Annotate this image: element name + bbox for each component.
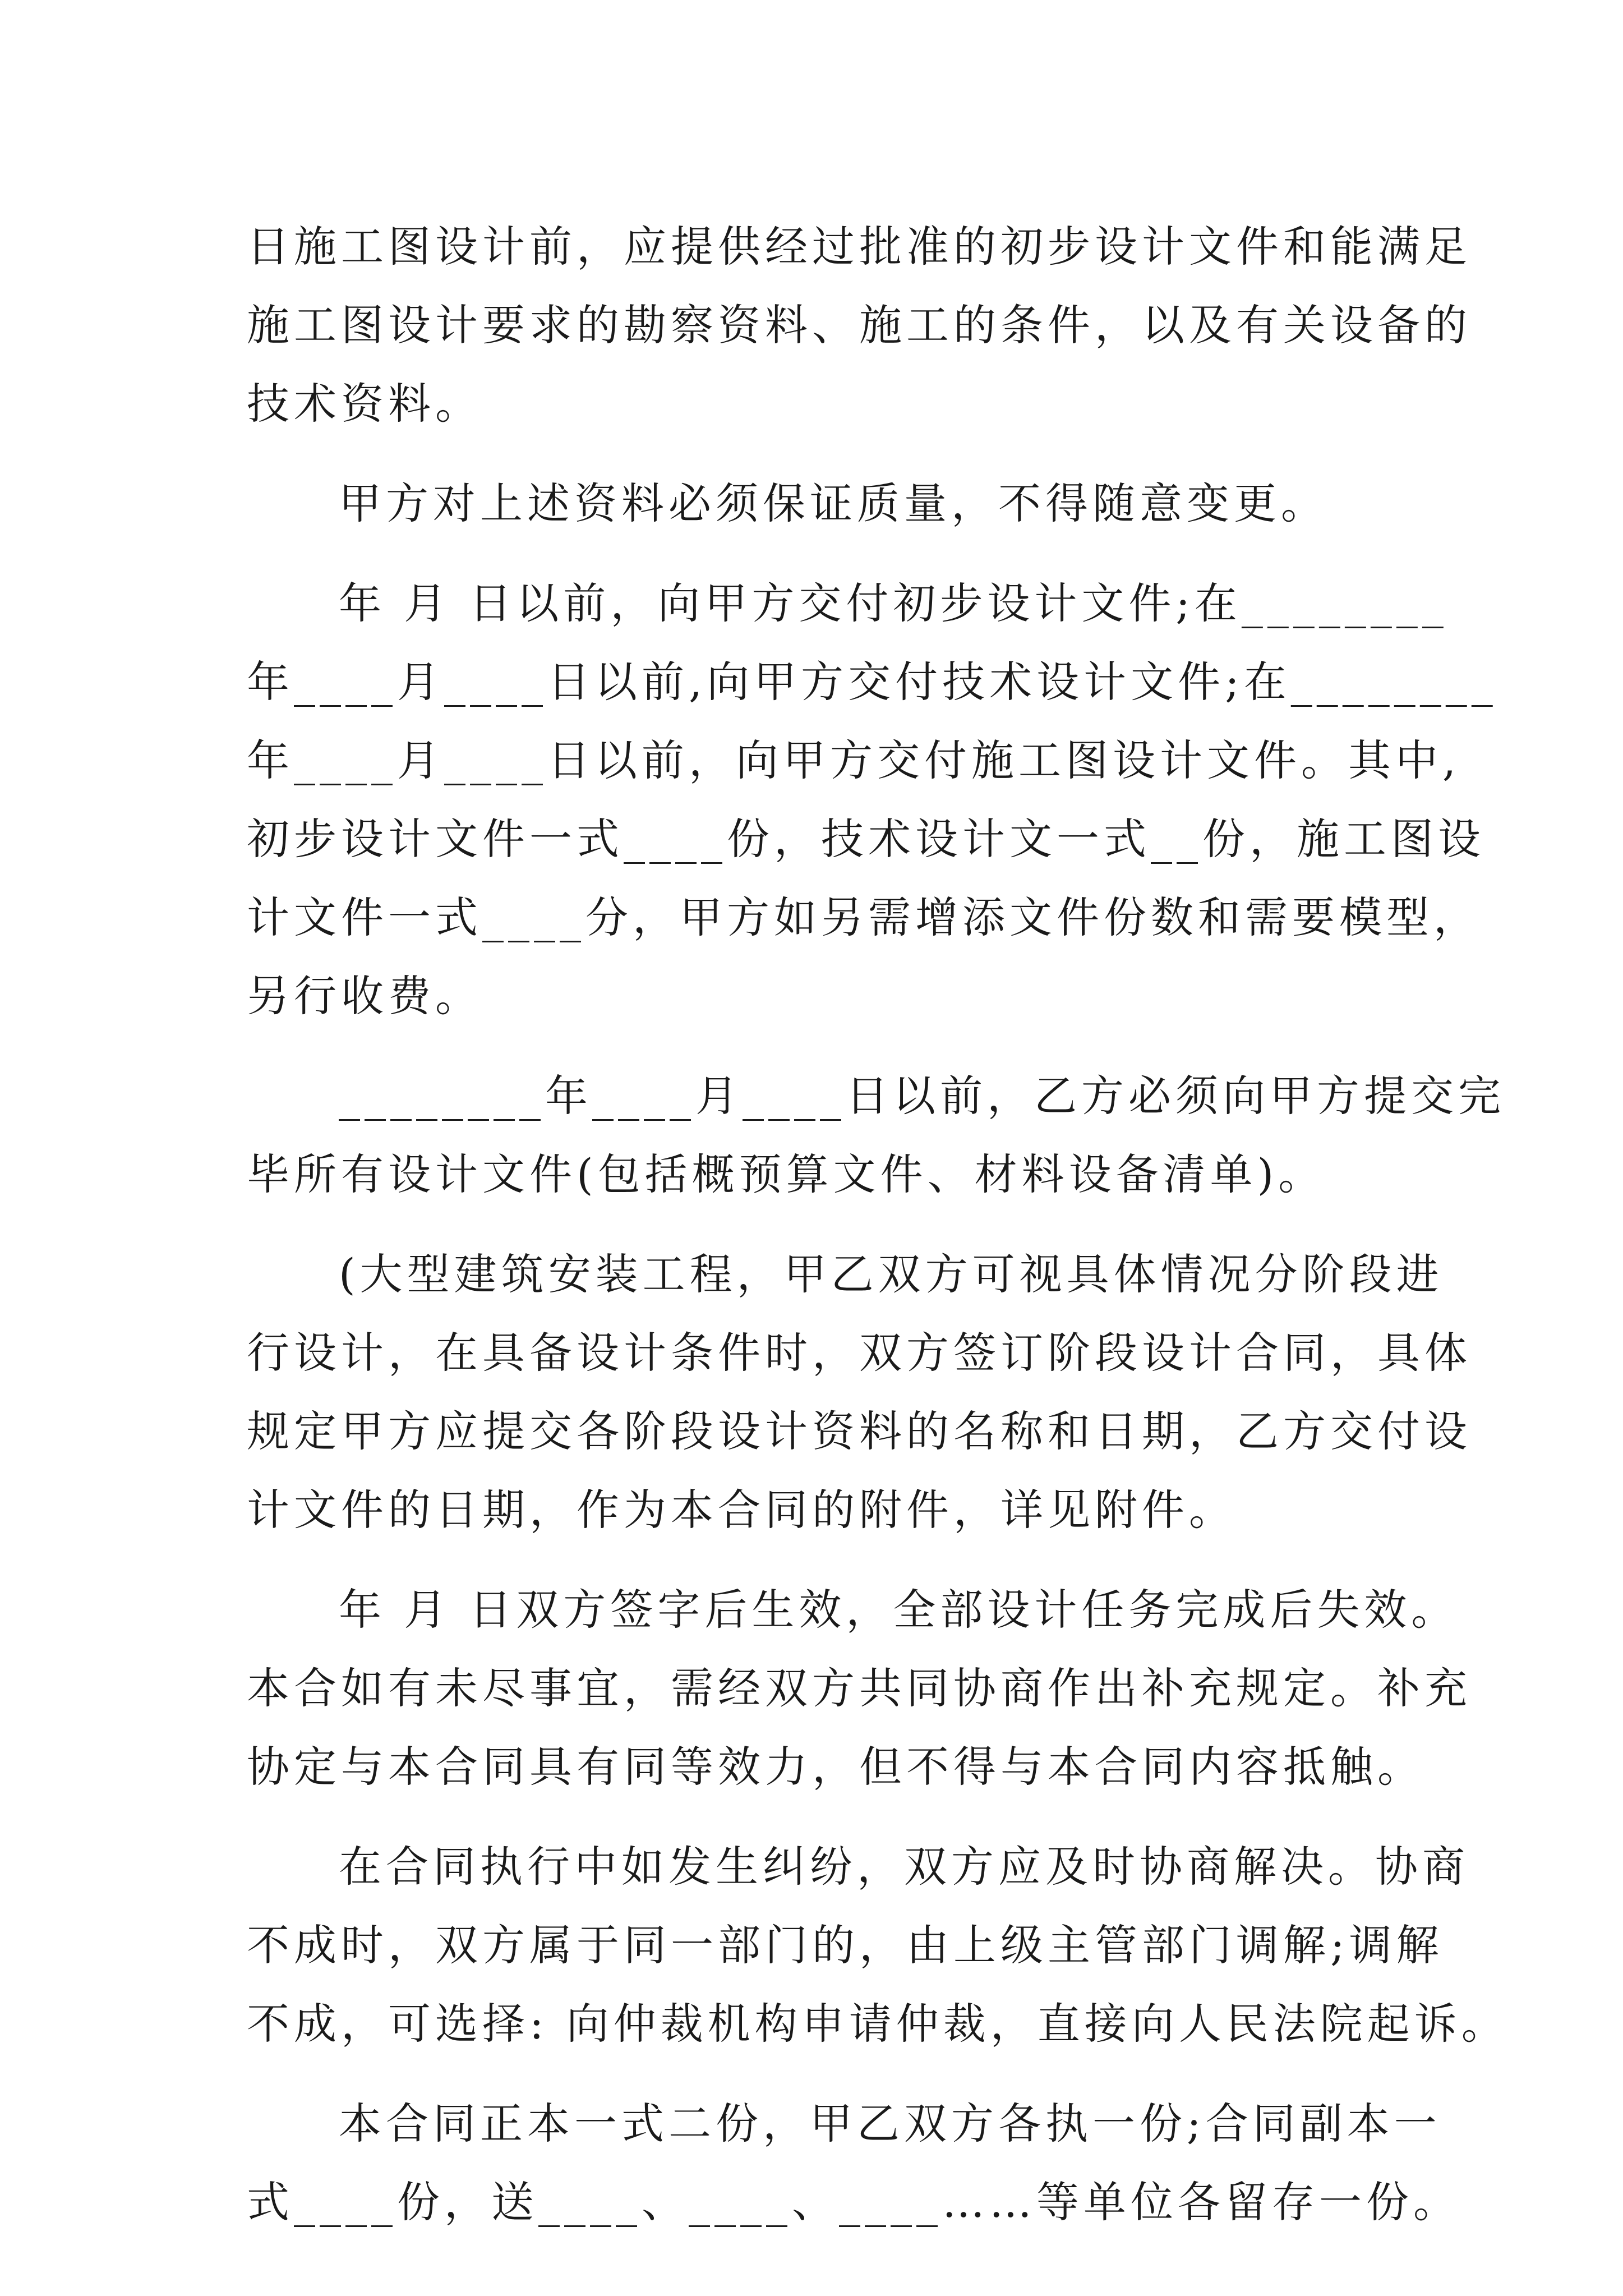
- text-line: ________年____月____日以前，乙方必须向甲方提交完: [339, 1071, 1505, 1121]
- text-line: 不成，可选择: 向仲裁机构申请仲裁，直接向人民法院起诉。: [247, 1999, 1509, 2049]
- text-line: 规定甲方应提交各阶段设计资料的名称和日期，乙方交付设: [247, 1406, 1472, 1456]
- text-line: (大型建筑安装工程，甲乙双方可视具体情况分阶段进: [339, 1249, 1444, 1299]
- text-line: 协定与本合同具有同等效力，但不得与本合同内容抵触。: [247, 1742, 1424, 1792]
- text-line: 计文件的日期，作为本合同的附件，详见附件。: [247, 1485, 1236, 1535]
- text-line: 年 月 日双方签字后生效，全部设计任务完成后失效。: [339, 1585, 1459, 1635]
- text-line: 年____月____日以前，向甲方交付施工图设计文件。其中,: [247, 735, 1461, 785]
- text-line: 另行收费。: [247, 971, 482, 1021]
- text-line: 技术资料。: [247, 379, 482, 429]
- text-line: 不成时，双方属于同一部门的，由上级主管部门调解;调解: [247, 1920, 1444, 1970]
- text-line: 在合同执行中如发生纠纷，双方应及时协商解决。协商: [339, 1842, 1469, 1892]
- text-line: 初步设计文件一式____份，技术设计文一式__份，施工图设: [247, 814, 1485, 864]
- text-line: 式____份，送____、____、____……等单位各留存一份。: [247, 2177, 1460, 2227]
- text-line: 行设计，在具备设计条件时，双方签订阶段设计合同，具体: [247, 1328, 1472, 1378]
- text-line: 计文件一式____分，甲方如另需增添文件份数和需要模型，: [247, 892, 1481, 942]
- text-line: 甲方对上述资料必须保证质量，不得随意变更。: [339, 478, 1328, 528]
- text-line: 本合同正本一式二份，甲乙双方各执一份;合同副本一: [339, 2099, 1441, 2148]
- text-line: 日施工图设计前，应提供经过批准的初步设计文件和能满足: [247, 222, 1472, 272]
- text-line: 本合如有未尽事宜，需经双方共同协商作出补充规定。补充: [247, 1663, 1472, 1713]
- text-line: 年____月____日以前,向甲方交付技术设计文件;在________: [247, 657, 1497, 707]
- text-line: 毕所有设计文件(包括概预算文件、材料设备清单)。: [247, 1149, 1326, 1199]
- text-line: 年 月 日以前，向甲方交付初步设计文件;在________: [339, 578, 1448, 628]
- document-body: [247, 208, 1509, 2242]
- text-line: 施工图设计要求的勘察资料、施工的条件，以及有关设备的: [247, 300, 1472, 350]
